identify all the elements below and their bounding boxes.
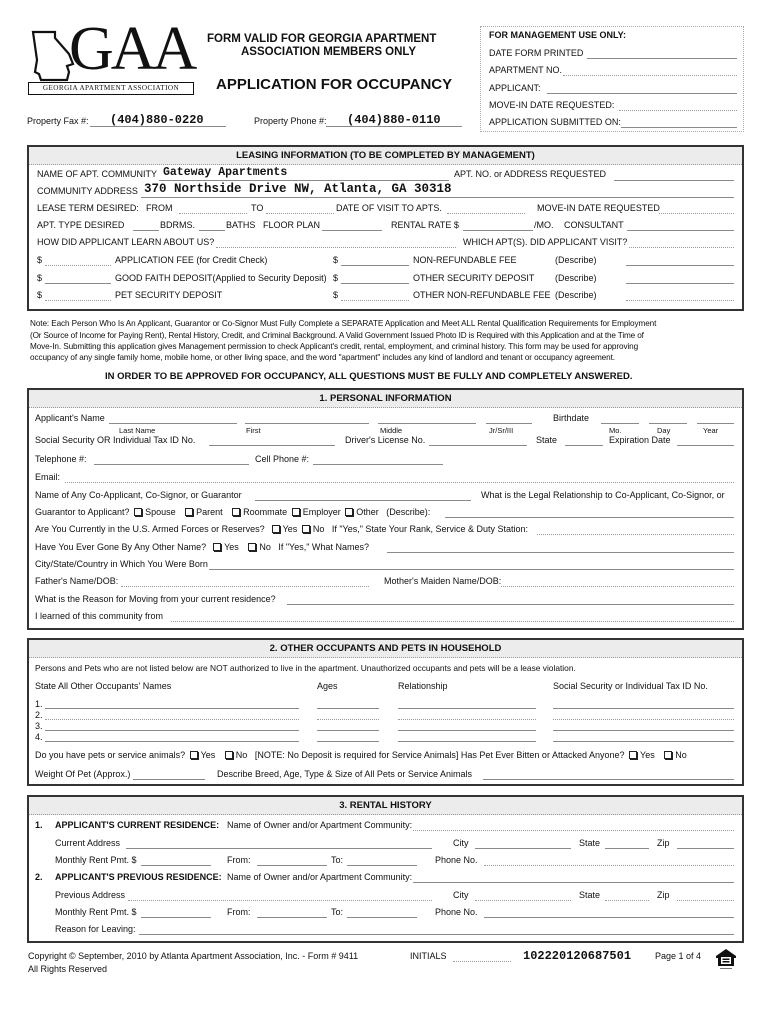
current-city-field[interactable] bbox=[475, 848, 571, 849]
note-line-4: occupancy of any single family home, mobile home, or other living space, and the word "apartment" includes any kind of landlord and tenant or occupancy agreement. bbox=[30, 353, 615, 362]
ages-header: Ages bbox=[317, 681, 338, 691]
spouse-checkbox[interactable] bbox=[134, 508, 142, 516]
rank-service-field[interactable] bbox=[537, 534, 734, 535]
personal-section-title: 1. PERSONAL INFORMATION bbox=[29, 390, 742, 408]
apts-visited-label: WHICH APT(S). DID APPLICANT VISIT? bbox=[463, 237, 628, 247]
current-to-label: To: bbox=[331, 855, 344, 865]
lease-from-label: FROM bbox=[146, 203, 173, 213]
submitted-on-label: APPLICATION SUBMITTED ON: bbox=[489, 117, 621, 127]
yes-label: Yes bbox=[282, 524, 298, 534]
no-label: No bbox=[235, 750, 248, 760]
occupant-1-relationship[interactable] bbox=[398, 708, 536, 709]
baths-label: BATHS bbox=[226, 220, 256, 230]
good-faith-deposit-amount[interactable] bbox=[45, 283, 111, 284]
community-address-line bbox=[141, 197, 734, 198]
learned-from-label: I learned of this community from bbox=[35, 611, 164, 621]
describe-label: (Describe) bbox=[555, 290, 597, 300]
birthplace-field[interactable] bbox=[209, 569, 734, 570]
lease-from-field[interactable] bbox=[179, 213, 247, 214]
completeness-notice: IN ORDER TO BE APPROVED FOR OCCUPANCY, ALL QUESTIONS MUST BE FULLY AND COMPLETELY ANSWERED. bbox=[105, 371, 633, 382]
birth-year-field[interactable] bbox=[697, 423, 734, 424]
fee-dollar: $ bbox=[333, 273, 339, 283]
property-fax-label: Property Fax #: bbox=[27, 116, 89, 126]
occupants-pets-section bbox=[27, 638, 744, 786]
management-box-title: FOR MANAGEMENT USE ONLY: bbox=[489, 30, 627, 40]
expiration-date-label: Expiration Date bbox=[609, 435, 671, 445]
application-fee-amount[interactable] bbox=[45, 265, 111, 266]
leasing-information-section bbox=[27, 145, 744, 311]
drivers-license-label: Driver's License No. bbox=[345, 435, 426, 445]
yes-label: Yes bbox=[200, 750, 216, 760]
current-state-field[interactable] bbox=[605, 848, 649, 849]
other-non-refundable-fee-amount[interactable] bbox=[341, 300, 409, 301]
relationship-question-line2: Guarantor to Applicant? bbox=[35, 507, 130, 517]
fee-dollar: $ bbox=[37, 273, 43, 283]
logo-letters: GAA bbox=[69, 15, 195, 83]
applicant-label: APPLICANT: bbox=[489, 83, 541, 93]
initials-field[interactable] bbox=[453, 961, 511, 962]
pets-yes-checkbox[interactable] bbox=[190, 751, 198, 759]
suffix-sublabel: Jr/Sr/III bbox=[489, 426, 514, 435]
current-rent-label: Monthly Rent Pmt. $ bbox=[55, 855, 137, 865]
father-label: Father's Name/DOB: bbox=[35, 576, 119, 586]
movein-date-label: MOVE-IN DATE REQUESTED: bbox=[489, 100, 615, 110]
no-label: No bbox=[312, 524, 325, 534]
property-phone-value[interactable]: (404)880-0110 bbox=[347, 113, 441, 127]
floor-plan-label: FLOOR PLAN bbox=[263, 220, 321, 230]
describe-label: (Describe): bbox=[386, 507, 431, 517]
occupant-2-relationship[interactable] bbox=[398, 719, 536, 720]
previous-residence-number: 2. bbox=[35, 872, 43, 882]
previous-rent-field[interactable] bbox=[141, 917, 211, 918]
rental-rate-label: RENTAL RATE $ bbox=[391, 220, 459, 230]
previous-owner-label: Name of Owner and/or Apartment Community: bbox=[227, 872, 413, 882]
fee-dollar: $ bbox=[37, 290, 43, 300]
copyright-notice: Copyright © September, 2010 by Atlanta Apartment Association, Inc. - Form # 9411 bbox=[28, 951, 359, 961]
roommate-option-label: Roommate bbox=[243, 507, 288, 517]
occupant-row-number: 1. bbox=[35, 699, 43, 709]
pets-question: Do you have pets or service animals? bbox=[35, 750, 186, 760]
movein-requested-field[interactable] bbox=[659, 213, 734, 214]
other-name-followup: If "Yes," What Names? bbox=[278, 542, 369, 552]
pet-weight-label: Weight Of Pet (Approx.) bbox=[35, 769, 131, 779]
current-zip-field[interactable] bbox=[677, 848, 734, 849]
submitted-on-field[interactable] bbox=[621, 127, 737, 128]
note-line-1: Note: Each Person Who Is An Applicant, Guarantor or Co-Signor Must Fully Complete a SEPARATE Application and Meet ALL Rental Qualification Requirements for Employment bbox=[30, 319, 657, 328]
movein-requested-label: MOVE-IN DATE REQUESTED bbox=[537, 203, 660, 213]
armed-forces-yes-checkbox[interactable] bbox=[272, 525, 280, 533]
current-to-field[interactable] bbox=[347, 865, 417, 866]
current-residence-heading: APPLICANT'S CURRENT RESIDENCE: bbox=[55, 820, 220, 830]
movein-date-field[interactable] bbox=[619, 110, 737, 111]
floor-plan-field[interactable] bbox=[322, 230, 382, 231]
ssn-header: Social Security or Individual Tax ID No. bbox=[553, 681, 708, 691]
previous-city-field[interactable] bbox=[475, 900, 571, 901]
occupant-4-relationship[interactable] bbox=[398, 741, 536, 742]
occupant-1-ssn[interactable] bbox=[553, 708, 734, 709]
learn-about-us-label: HOW DID APPLICANT LEARN ABOUT US? bbox=[37, 237, 215, 247]
telephone-label: Telephone #: bbox=[35, 454, 87, 464]
applicant-field[interactable] bbox=[547, 93, 737, 94]
armed-forces-followup: If "Yes," State Your Rank, Service & Duty Station: bbox=[331, 524, 529, 534]
day-sublabel: Day bbox=[657, 426, 671, 435]
no-label: No bbox=[259, 542, 271, 552]
describe-label: (Describe) bbox=[555, 273, 597, 283]
fee-dollar: $ bbox=[333, 290, 339, 300]
community-address-label: COMMUNITY ADDRESS bbox=[37, 186, 138, 196]
pet-breed-field[interactable] bbox=[483, 779, 734, 780]
other-name-row bbox=[35, 542, 369, 553]
occupant-4-name[interactable] bbox=[45, 741, 299, 742]
previous-phone-field[interactable] bbox=[484, 917, 734, 918]
cell-phone-field[interactable] bbox=[313, 464, 443, 465]
previous-to-label: To: bbox=[331, 907, 344, 917]
current-phone-field[interactable] bbox=[484, 865, 734, 866]
occupants-section-title: 2. OTHER OCCUPANTS AND PETS IN HOUSEHOLD bbox=[29, 640, 742, 658]
pet-deposit-label: PET SECURITY DEPOSIT bbox=[115, 290, 223, 300]
consultant-label: CONSULTANT bbox=[564, 220, 624, 230]
occupant-3-age[interactable] bbox=[317, 730, 379, 731]
ssn-label: Social Security OR Individual Tax ID No. bbox=[35, 435, 196, 445]
yes-label: Yes bbox=[640, 750, 655, 760]
pet-breed-label: Describe Breed, Age, Type & Size of All Pets or Service Animals bbox=[217, 769, 472, 779]
first-name-field[interactable] bbox=[245, 423, 369, 424]
parent-checkbox[interactable] bbox=[185, 508, 193, 516]
pets-no-checkbox[interactable] bbox=[225, 751, 233, 759]
learn-about-us-field[interactable] bbox=[216, 247, 456, 248]
occupant-row-number: 3. bbox=[35, 721, 43, 731]
community-name-label: NAME OF APT. COMMUNITY bbox=[37, 169, 158, 179]
community-name-line bbox=[159, 180, 449, 181]
occupant-2-ssn[interactable] bbox=[553, 719, 734, 720]
email-field[interactable] bbox=[65, 482, 734, 483]
authorization-warning: Persons and Pets who are not listed below are NOT authorized to live in the apartment. Unauthorized occupants and pets will be a lease violation. bbox=[35, 663, 576, 673]
dl-state-field[interactable] bbox=[565, 445, 603, 446]
current-zip-label: Zip bbox=[657, 838, 670, 848]
date-form-printed-label: DATE FORM PRINTED bbox=[489, 48, 584, 58]
fee-dollar: $ bbox=[333, 255, 339, 265]
year-sublabel: Year bbox=[703, 426, 719, 435]
non-refundable-fee-amount[interactable] bbox=[341, 265, 409, 266]
current-from-label: From: bbox=[227, 855, 251, 865]
previous-to-field[interactable] bbox=[347, 917, 417, 918]
spouse-option-label: Spouse bbox=[145, 507, 176, 517]
mother-label: Mother's Maiden Name/DOB: bbox=[384, 576, 502, 586]
occupant-names-header: State All Other Occupants' Names bbox=[35, 681, 172, 691]
cell-phone-label: Cell Phone #: bbox=[255, 454, 310, 464]
pet-weight-field[interactable] bbox=[133, 779, 205, 780]
bitten-no-checkbox[interactable] bbox=[664, 751, 672, 759]
pets-row bbox=[35, 750, 687, 761]
non-refundable-fee-describe[interactable] bbox=[626, 265, 734, 266]
reason-leaving-field[interactable] bbox=[139, 934, 734, 935]
current-city-label: City bbox=[453, 838, 469, 848]
occupant-row-number: 2. bbox=[35, 710, 43, 720]
month-sublabel: Mo. bbox=[609, 426, 622, 435]
no-label: No bbox=[675, 750, 687, 760]
reason-leaving-label: Reason for Leaving: bbox=[55, 924, 136, 934]
current-state-label: State bbox=[579, 838, 601, 848]
birth-day-field[interactable] bbox=[649, 423, 687, 424]
previous-phone-label: Phone No. bbox=[435, 907, 478, 917]
reason-moving-label: What is the Reason for Moving from your current residence? bbox=[35, 594, 276, 604]
other-option-label: Other bbox=[356, 507, 379, 517]
coapplicant-field[interactable] bbox=[255, 500, 471, 501]
previous-zip-field[interactable] bbox=[677, 900, 734, 901]
previous-state-label: State bbox=[579, 890, 601, 900]
lease-to-label: TO bbox=[251, 203, 264, 213]
employer-checkbox[interactable] bbox=[292, 508, 300, 516]
roommate-checkbox[interactable] bbox=[232, 508, 240, 516]
current-residence-number: 1. bbox=[35, 820, 43, 830]
other-security-deposit-describe[interactable] bbox=[626, 283, 734, 284]
initials-label: INITIALS bbox=[410, 951, 447, 961]
armed-forces-label: Are You Currently in the U.S. Armed Forces or Reserves? bbox=[35, 524, 265, 534]
coapplicant-label: Name of Any Co-Applicant, Co-Signor, or Guarantor bbox=[35, 490, 242, 500]
personal-information-section bbox=[27, 388, 744, 630]
relationship-describe-field[interactable] bbox=[445, 517, 734, 518]
yes-label: Yes bbox=[224, 542, 239, 552]
note-line-3: Move-In. Submitting this application gives Management permission to check Applicant's credit, rental, employment, and criminal history. This form may be used for approving bbox=[30, 342, 639, 351]
middle-name-sublabel: Middle bbox=[380, 426, 403, 435]
occupant-1-age[interactable] bbox=[317, 708, 379, 709]
parent-option-label: Parent bbox=[196, 507, 223, 517]
apartment-no-label: APARTMENT NO. bbox=[489, 65, 563, 75]
armed-forces-no-checkbox[interactable] bbox=[302, 525, 310, 533]
occupant-4-ssn[interactable] bbox=[553, 741, 734, 742]
good-faith-deposit-label: GOOD FAITH DEPOSIT(Applied to Security Deposit) bbox=[115, 273, 327, 283]
occupant-3-name[interactable] bbox=[45, 730, 299, 731]
previous-address-label: Previous Address bbox=[55, 890, 126, 900]
pet-deposit-amount[interactable] bbox=[45, 300, 111, 301]
validity-notice-line2: ASSOCIATION MEMBERS ONLY bbox=[241, 46, 417, 58]
visit-date-field[interactable] bbox=[447, 213, 525, 214]
previous-address-field[interactable] bbox=[128, 900, 432, 901]
other-security-deposit-amount[interactable] bbox=[341, 283, 409, 284]
relationship-header: Relationship bbox=[398, 681, 448, 691]
current-owner-label: Name of Owner and/or Apartment Community: bbox=[227, 820, 413, 830]
birthplace-label: City/State/Country in Which You Were Born bbox=[35, 559, 208, 569]
relationship-question-cont bbox=[35, 507, 430, 518]
equal-housing-icon bbox=[714, 947, 738, 971]
non-refundable-fee-label: NON-REFUNDABLE FEE bbox=[413, 255, 517, 265]
previous-city-label: City bbox=[453, 890, 469, 900]
relationship-question: What is the Legal Relationship to Co-Applicant, Co-Signor, or bbox=[481, 490, 725, 500]
dl-state-label: State bbox=[536, 435, 558, 445]
property-phone-label: Property Phone #: bbox=[254, 116, 327, 126]
drivers-license-field[interactable] bbox=[429, 445, 527, 446]
previous-from-field[interactable] bbox=[257, 917, 327, 918]
note-line-2: (Or Source of Income for Paying Rent), Rental History, Credit, and Criminal Background. A Valid Government Issued Photo ID is Required with this Application and at the Time of bbox=[30, 331, 644, 340]
occupant-2-age[interactable] bbox=[317, 719, 379, 720]
birthdate-label: Birthdate bbox=[553, 413, 590, 423]
community-address-value[interactable]: 370 Northside Drive NW, Atlanta, GA 30318 bbox=[144, 182, 452, 196]
middle-name-field[interactable] bbox=[378, 423, 476, 424]
current-rent-field[interactable] bbox=[141, 865, 211, 866]
last-name-sublabel: Last Name bbox=[119, 426, 156, 435]
occupant-3-relationship[interactable] bbox=[398, 730, 536, 731]
bdrms-label: BDRMS. bbox=[160, 220, 196, 230]
rights-reserved: All Rights Reserved bbox=[28, 964, 108, 974]
previous-state-field[interactable] bbox=[605, 900, 649, 901]
other-name-label: Have You Ever Gone By Any Other Name? bbox=[35, 542, 207, 552]
current-owner-field[interactable] bbox=[413, 830, 734, 831]
employer-option-label: Employer bbox=[302, 507, 341, 517]
apts-visited-field[interactable] bbox=[629, 247, 734, 248]
current-address-field[interactable] bbox=[126, 848, 432, 849]
learned-from-field[interactable] bbox=[171, 621, 734, 622]
other-name-no-checkbox[interactable] bbox=[248, 543, 256, 551]
other-names-field[interactable] bbox=[387, 552, 734, 553]
occupant-2-name[interactable] bbox=[45, 719, 299, 720]
page-title: APPLICATION FOR OCCUPANCY bbox=[216, 76, 453, 93]
occupant-1-name[interactable] bbox=[45, 708, 299, 709]
pets-note: [NOTE: No Deposit is required for Service Animals] Has Pet Ever Bitten or Attacked Anyone? bbox=[254, 750, 625, 760]
bdrms-field[interactable] bbox=[133, 230, 159, 231]
current-from-field[interactable] bbox=[257, 865, 327, 866]
leasing-section-title: LEASING INFORMATION (TO BE COMPLETED BY MANAGEMENT) bbox=[29, 147, 742, 165]
rental-history-title: 3. RENTAL HISTORY bbox=[29, 797, 742, 815]
suffix-field[interactable] bbox=[486, 423, 532, 424]
apartment-no-field[interactable] bbox=[563, 75, 737, 76]
gaa-logo bbox=[27, 15, 195, 96]
rental-history-section bbox=[27, 795, 744, 943]
per-month-label: /MO. bbox=[534, 220, 554, 230]
father-field[interactable] bbox=[121, 586, 369, 587]
expiration-date-field[interactable] bbox=[677, 445, 734, 446]
apt-type-label: APT. TYPE DESIRED bbox=[37, 220, 125, 230]
other-non-refundable-fee-label: OTHER NON-REFUNDABLE FEE bbox=[413, 290, 551, 300]
previous-residence-heading: APPLICANT'S PREVIOUS RESIDENCE: bbox=[55, 872, 222, 882]
document-number: 102220120687501 bbox=[523, 949, 632, 963]
baths-field[interactable] bbox=[199, 230, 225, 231]
describe-label: (Describe) bbox=[555, 255, 597, 265]
current-phone-label: Phone No. bbox=[435, 855, 478, 865]
last-name-field[interactable] bbox=[109, 423, 237, 424]
application-fee-label: APPLICATION FEE (for Credit Check) bbox=[115, 255, 268, 265]
email-label: Email: bbox=[35, 472, 61, 482]
previous-from-label: From: bbox=[227, 907, 251, 917]
property-fax-value[interactable]: (404)880-0220 bbox=[110, 113, 204, 127]
rental-rate-field[interactable] bbox=[463, 230, 533, 231]
other-security-deposit-label: OTHER SECURITY DEPOSIT bbox=[413, 273, 535, 283]
current-address-label: Current Address bbox=[55, 838, 121, 848]
armed-forces-row bbox=[35, 524, 528, 535]
previous-zip-label: Zip bbox=[657, 890, 670, 900]
bitten-yes-checkbox[interactable] bbox=[629, 751, 637, 759]
applicant-name-label: Applicant's Name bbox=[35, 413, 105, 423]
occupant-row-number: 4. bbox=[35, 732, 43, 742]
fee-dollar: $ bbox=[37, 255, 43, 265]
validity-notice-line1: FORM VALID FOR GEORGIA APARTMENT bbox=[207, 33, 437, 45]
other-name-yes-checkbox[interactable] bbox=[213, 543, 221, 551]
reason-moving-field[interactable] bbox=[287, 604, 734, 605]
other-non-refundable-fee-describe[interactable] bbox=[626, 300, 734, 301]
first-name-sublabel: First bbox=[246, 426, 261, 435]
occupant-4-age[interactable] bbox=[317, 741, 379, 742]
other-checkbox[interactable] bbox=[345, 508, 353, 516]
ssn-field[interactable] bbox=[209, 445, 335, 446]
mother-field[interactable] bbox=[501, 586, 734, 587]
consultant-field[interactable] bbox=[627, 230, 734, 231]
lease-term-label: LEASE TERM DESIRED: bbox=[37, 203, 139, 213]
management-use-box bbox=[480, 26, 744, 132]
visit-date-label: DATE OF VISIT TO APTS. bbox=[336, 203, 442, 213]
previous-owner-field[interactable] bbox=[413, 882, 734, 883]
birth-month-field[interactable] bbox=[601, 423, 639, 424]
page-number: Page 1 of 4 bbox=[655, 951, 702, 961]
logo-tagline: GEORGIA APARTMENT ASSOCIATION bbox=[28, 82, 194, 95]
apt-no-requested-label: APT. NO. or ADDRESS REQUESTED bbox=[454, 169, 607, 179]
lease-to-field[interactable] bbox=[266, 213, 334, 214]
apt-no-requested-field[interactable] bbox=[614, 180, 734, 181]
telephone-field[interactable] bbox=[94, 464, 249, 465]
occupant-3-ssn[interactable] bbox=[553, 730, 734, 731]
previous-rent-label: Monthly Rent Pmt. $ bbox=[55, 907, 137, 917]
community-name-value[interactable]: Gateway Apartments bbox=[163, 166, 288, 179]
date-form-printed-field[interactable] bbox=[587, 58, 737, 59]
